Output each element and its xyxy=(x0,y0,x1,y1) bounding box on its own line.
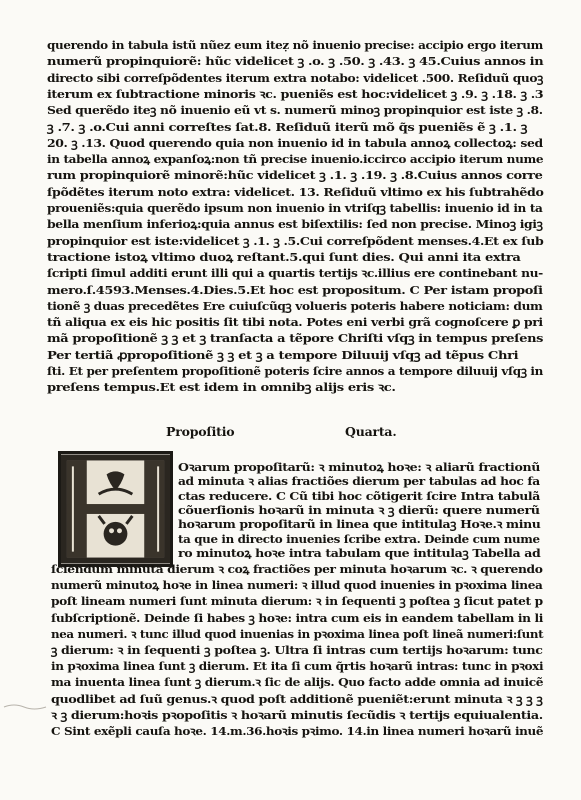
side-text-line: cõuerſionis hoꝛarũ in minuta ꝛ ꝫ dierũ: quere numerũ xyxy=(178,502,540,517)
body-text-line: ſti. Et per preſentem propoſitionẽ poteris ſcire annos a tempore diluuij vſqꝫ in xyxy=(47,364,543,378)
body-text-line: nea numeri. ꝛ tunc illud quod inuenias in pꝛoxima linea poſt lineã numeri:ſunt xyxy=(51,626,544,641)
side-text-line: ad minuta ꝛ alias fractiões dierum per tabulas ad hoc fa xyxy=(178,474,540,489)
body-text-line: poſt lineam numeri ſunt minuta dierum: ꝛ in ſequenti ꝫ poſtea ꝫ ſicut patet p xyxy=(51,594,543,609)
body-text-line: in pꝛoxima linea ſunt ꝫ dierum. Et ita ſi cum q̃rtis hoꝛarũ intras: tunc in pꝛoxi xyxy=(51,659,544,674)
body-text-line: quodlibet ad ſuũ genus.ꝛ quod poſt additionẽ pueniẽt:erunt minuta ꝛ ꝫ ꝫ ꝫ xyxy=(51,691,543,706)
body-text-line: proueniẽs:quia querẽdo ipsum non inuenio in vtriſqꝫ tabellis: inuenio id in ta xyxy=(47,201,543,215)
body-text-line: preſens tempus.Et est idem in omnibꝫ alijs eris ꝛc. xyxy=(47,380,396,395)
body-text-line: ꝛ ꝫ dierum:hoꝛis pꝛopoſitis ꝛ hoꝛarũ minutis ſecũdis ꝛ tertijs equiualentia. xyxy=(51,707,543,722)
decorated-initial-letter xyxy=(58,451,173,567)
heading-propositio: Propoſitio xyxy=(166,424,235,439)
body-text-line: ſciendum minuta dierum ꝛ coꝝ fractiões per minuta hoꝛarum ꝛc. ꝛ querendo xyxy=(51,562,543,576)
body-text-line: C Sint exẽpli cauſa hoꝛe. 14.m.36.hoꝛis pꝛimo. 14.in linea numeri hoꝛarũ inuẽ xyxy=(51,724,544,738)
side-text-line: hoꝛarum propoſitarũ in linea que intitulaꝫ Hoꝛe.ꝛ minu xyxy=(178,517,541,532)
heading-quarta: Quarta. xyxy=(345,424,397,439)
body-text-line: ma inuenta linea ſunt ꝫ dierum.ꝛ ſic de alijs. Quo facto adde omnia ad inuicẽ xyxy=(51,675,544,690)
body-text-line: Per tertiã ꝓpropoſitionẽ ꝫ ꝫ et ꝫ a tempore Diluuij vſqꝫ ad tẽpus Chri xyxy=(47,347,519,362)
body-text-line: rum propinquiorẽ minorẽ:hũc videlicet ꝫ .1. ꝫ .19. ꝫ .8.Cuius annos corre xyxy=(47,168,543,183)
body-text-line: ſpõdẽtes iterum noto extra: videlicet. 13. Reſiduũ vltimo ex his ſubtrahẽdo xyxy=(47,184,544,199)
body-text-line: ꝫ dierum: ꝛ in ſequenti ꝫ poſtea ꝫ. Ultra ſi intras cum tertijs hoꝛarum: tunc xyxy=(51,643,543,657)
body-text-line: tractione istoꝝ vltimo duoꝝ reſtant.5.qui ſunt dies. Qui anni ita extra xyxy=(47,249,521,264)
woodcut-initial-icon xyxy=(61,454,170,564)
side-text-line: ta que in directo inuenies ſcribe extra. Deinde cum nume xyxy=(178,531,540,546)
side-text-line: ctas reducere. C Cũ tibi hoc cõtigerit ſcire Intra tabulã xyxy=(178,488,540,503)
body-text-line: iterum ex ſubtractione minoris ꝛc. pueniẽs est hoc:videlicet ꝫ .9. ꝫ .18. ꝫ .3 xyxy=(47,86,544,101)
body-text-line: mero.ſ.4593.Menses.4.Dies.5.Et hoc est propositum. C Per istam propoſi xyxy=(47,282,543,297)
body-text-line: tionẽ ꝫ duas precedẽtes Ere cuiuſcũqꝫ volueris poteris habere noticiam: dum xyxy=(47,298,543,313)
body-text-line: bella menſium inferioꝝ:quia annus est biſextilis: ſed non precise. Minoꝫ igiꝫ xyxy=(47,217,543,232)
body-text-line: 20. ꝫ .13. Quod querendo quia non inuenio id in tabula annoꝝ collectoꝝ: sed xyxy=(47,135,543,150)
body-text-line: in tabella annoꝝ expanſoꝝ:non tñ precise inuenio.iccirco accipio iterum nume xyxy=(47,152,544,167)
body-text-line: ꝫ .7. ꝫ .o.Cui anni correſtes ſat.8. Reſiduũ iterũ mõ q̃s pueniẽs ẽ ꝫ .1. ꝫ xyxy=(47,119,528,134)
side-text-line: ro minutoꝝ hoꝛe intra tabulam que intitulaꝫ Tabella ad xyxy=(178,545,541,560)
body-text-line: tñ aliqua ex eis hic positis ſit tibi nota. Potes eni verbi grã cognoſcere ꝑ pri xyxy=(47,315,543,330)
body-text-line: numerũ propinquiorẽ: hũc videlicet ꝫ .o. ꝫ .50. ꝫ .43. ꝫ 45.Cuius annos in xyxy=(47,54,544,69)
body-text-line: ſcripti ſimul additi erunt illi qui a quartis tertijs ꝛc.illius ere continebant nu- xyxy=(47,266,543,281)
body-text-line: directo sibi correſpõdentes iterum extra notabo: videlicet .500. Reſiduũ quoꝫ xyxy=(47,70,544,85)
body-text-line: mã propoſitionẽ ꝫ ꝫ et ꝫ tranſacta a tẽpore Chriſti vſqꝫ in tempus preſens xyxy=(47,331,543,346)
body-text-line: Sed querẽdo iteꝫ nõ inuenio eũ vt s. numerũ minoꝫ propinquior est iste ꝫ .8. xyxy=(47,103,543,118)
body-text-line: numerũ minutoꝝ hoꝛe in linea numeri: ꝛ illud quod inuenies in pꝛoxima linea xyxy=(51,578,543,593)
side-text-line: Oꝛarum propoſitarũ: ꝛ minutoꝝ hoꝛe: ꝛ aliarũ fractionũ xyxy=(178,460,540,474)
body-text-line: propinquior est iste:videlicet ꝫ .1. ꝫ .5.Cui correſpõdent menses.4.Et ex ſub xyxy=(47,233,544,248)
body-text-line: ſubſcriptionẽ. Deinde ſi habes ꝫ hoꝛe: intra cum eis in eandem tabellam in li xyxy=(51,610,544,625)
bleed-through-mark-icon xyxy=(2,700,48,714)
body-text-line: querendo in tabula istũ nũez eum iteẓ nõ inuenio precise: accipio ergo iterum xyxy=(47,38,543,52)
